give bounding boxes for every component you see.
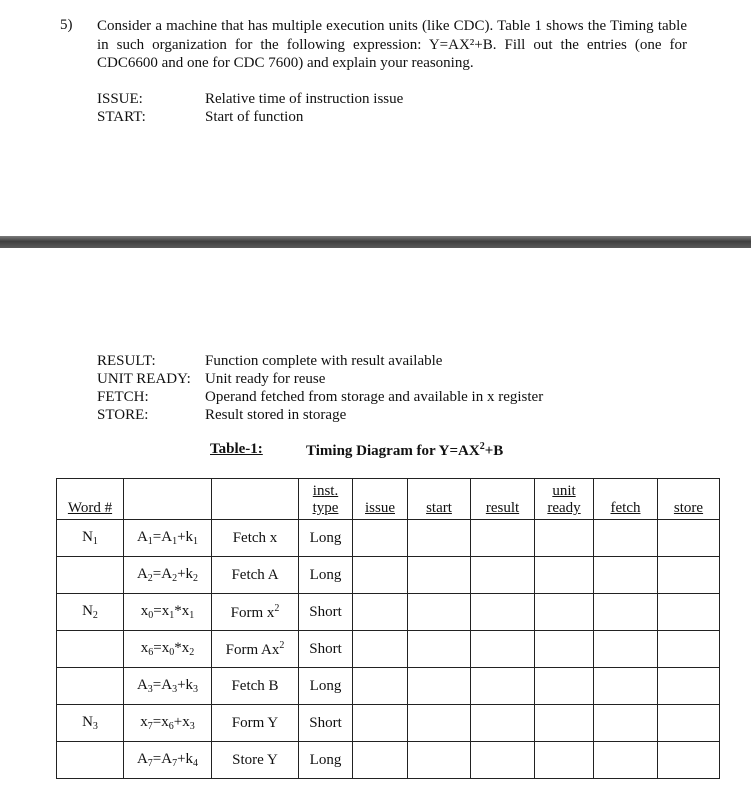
cell-fetch[interactable] bbox=[594, 594, 658, 631]
definition-term: START: bbox=[97, 109, 146, 125]
cell-result[interactable] bbox=[471, 557, 535, 594]
cell-operation: Form Y bbox=[212, 705, 299, 742]
cell-result[interactable] bbox=[471, 668, 535, 705]
cell-fetch[interactable] bbox=[594, 557, 658, 594]
cell-word bbox=[57, 742, 124, 779]
cell-store[interactable] bbox=[658, 594, 720, 631]
cell-word: $N_3$ bbox=[57, 705, 124, 742]
definition-term: FETCH: bbox=[97, 389, 149, 405]
cell-unit-ready[interactable] bbox=[535, 520, 594, 557]
cell-word: $N_2$ bbox=[57, 594, 124, 631]
table-row bbox=[57, 742, 720, 779]
cell-fetch[interactable] bbox=[594, 705, 658, 742]
cell-instruction: $A_7=A_7+k_4$ bbox=[124, 742, 212, 779]
cell-inst-type: Long bbox=[299, 742, 353, 779]
cell-unit-ready[interactable] bbox=[535, 705, 594, 742]
cell-operation: Fetch B bbox=[212, 668, 299, 705]
cell-start[interactable] bbox=[408, 594, 471, 631]
cell-instruction: $x_7=x_6+x_3$ bbox=[124, 705, 212, 742]
cell-store[interactable] bbox=[658, 631, 720, 668]
header-store: store bbox=[658, 479, 720, 520]
definition-term: UNIT READY: bbox=[97, 371, 191, 387]
cell-issue[interactable] bbox=[353, 668, 408, 705]
cell-fetch[interactable] bbox=[594, 520, 658, 557]
header-unit-ready: unit ready bbox=[535, 479, 594, 520]
cell-instruction: $x_0=x_1*x_1$ bbox=[124, 594, 212, 631]
cell-store[interactable] bbox=[658, 520, 720, 557]
cell-issue[interactable] bbox=[353, 705, 408, 742]
definition-desc: Result stored in storage bbox=[205, 407, 347, 423]
table-row bbox=[57, 668, 720, 705]
cell-result[interactable] bbox=[471, 520, 535, 557]
table-caption-title: Timing Diagram for $Y=AX^2+B$ bbox=[306, 441, 504, 459]
cell-store[interactable] bbox=[658, 668, 720, 705]
cell-instruction: $A_2=A_2+k_2$ bbox=[124, 557, 212, 594]
header-inst-type: inst. type bbox=[299, 479, 353, 520]
cell-instruction: $x_6=x_0*x_2$ bbox=[124, 631, 212, 668]
cell-unit-ready[interactable] bbox=[535, 668, 594, 705]
definition-term: RESULT: bbox=[97, 353, 156, 369]
cell-inst-type: Long bbox=[299, 557, 353, 594]
cell-inst-type: Long bbox=[299, 668, 353, 705]
cell-inst-type: Long bbox=[299, 520, 353, 557]
cell-result[interactable] bbox=[471, 594, 535, 631]
header-result: result bbox=[471, 479, 535, 520]
cell-result[interactable] bbox=[471, 742, 535, 779]
cell-store[interactable] bbox=[658, 742, 720, 779]
cell-instruction: $A_3=A_3+k_3$ bbox=[124, 668, 212, 705]
header-fetch: fetch bbox=[594, 479, 658, 520]
cell-unit-ready[interactable] bbox=[535, 631, 594, 668]
table-row bbox=[57, 594, 720, 631]
cell-issue[interactable] bbox=[353, 557, 408, 594]
cell-word bbox=[57, 668, 124, 705]
header-operation bbox=[212, 479, 299, 520]
cell-store[interactable] bbox=[658, 705, 720, 742]
cell-inst-type: Short bbox=[299, 631, 353, 668]
cell-issue[interactable] bbox=[353, 631, 408, 668]
header-word: Word # bbox=[57, 479, 124, 520]
header-instruction bbox=[124, 479, 212, 520]
cell-unit-ready[interactable] bbox=[535, 557, 594, 594]
definition-desc: Start of function bbox=[205, 109, 304, 125]
cell-operation: Fetch x bbox=[212, 520, 299, 557]
header-issue: issue bbox=[353, 479, 408, 520]
cell-operation: Form $x^2$ bbox=[212, 594, 299, 631]
cell-word bbox=[57, 557, 124, 594]
table-row bbox=[57, 557, 720, 594]
cell-start[interactable] bbox=[408, 705, 471, 742]
cell-store[interactable] bbox=[658, 557, 720, 594]
cell-inst-type: Short bbox=[299, 594, 353, 631]
cell-word bbox=[57, 631, 124, 668]
cell-fetch[interactable] bbox=[594, 631, 658, 668]
timing-table bbox=[56, 478, 720, 779]
page-divider bbox=[0, 236, 751, 248]
question-number: 5) bbox=[60, 17, 73, 33]
cell-operation: Form Ax$^2$ bbox=[212, 631, 299, 668]
cell-instruction: $A_1=A_1+k_1$ bbox=[124, 520, 212, 557]
cell-operation: Fetch A bbox=[212, 557, 299, 594]
cell-result[interactable] bbox=[471, 705, 535, 742]
definition-desc: Relative time of instruction issue bbox=[205, 91, 404, 107]
table-header-row bbox=[57, 479, 720, 520]
cell-result[interactable] bbox=[471, 631, 535, 668]
question-text: Consider a machine that has multiple execution units (like CDC). Table 1 shows the Timing table in such organization for the following expression: Y=AX²+B. Fill out the entries (one for CDC6600 and one for CDC 7600) and explain your reasoning. bbox=[97, 18, 687, 71]
cell-start[interactable] bbox=[408, 520, 471, 557]
cell-issue[interactable] bbox=[353, 742, 408, 779]
definition-term: STORE: bbox=[97, 407, 149, 423]
cell-start[interactable] bbox=[408, 557, 471, 594]
definition-term: ISSUE: bbox=[97, 91, 143, 107]
definition-desc: Operand fetched from storage and available in x register bbox=[205, 389, 544, 405]
cell-operation: Store Y bbox=[212, 742, 299, 779]
cell-fetch[interactable] bbox=[594, 742, 658, 779]
definition-desc: Unit ready for reuse bbox=[205, 371, 326, 387]
table-row bbox=[57, 631, 720, 668]
cell-issue[interactable] bbox=[353, 520, 408, 557]
cell-start[interactable] bbox=[408, 742, 471, 779]
cell-issue[interactable] bbox=[353, 594, 408, 631]
table-row bbox=[57, 520, 720, 557]
cell-word: $N_1$ bbox=[57, 520, 124, 557]
cell-unit-ready[interactable] bbox=[535, 594, 594, 631]
cell-start[interactable] bbox=[408, 631, 471, 668]
cell-fetch[interactable] bbox=[594, 668, 658, 705]
header-start: start bbox=[408, 479, 471, 520]
cell-inst-type: Short bbox=[299, 705, 353, 742]
cell-start[interactable] bbox=[408, 668, 471, 705]
table-row bbox=[57, 705, 720, 742]
definition-desc: Function complete with result available bbox=[205, 353, 443, 369]
table-caption-label: Table-1: bbox=[210, 441, 263, 457]
cell-unit-ready[interactable] bbox=[535, 742, 594, 779]
